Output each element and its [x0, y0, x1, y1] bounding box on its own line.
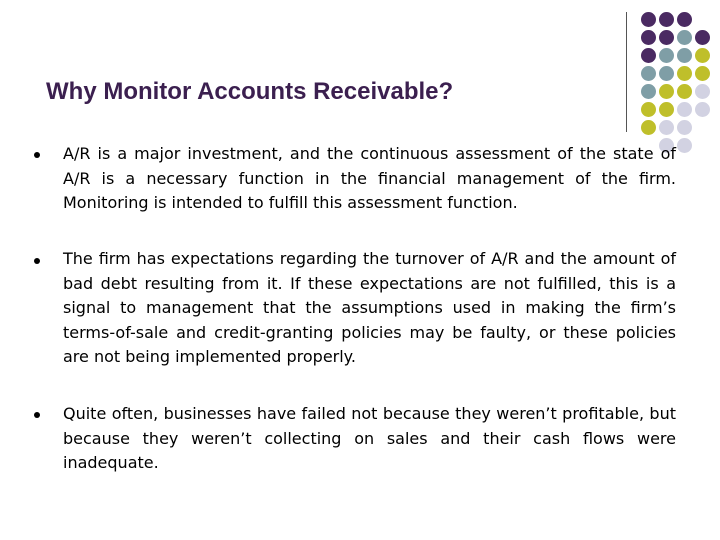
decorative-dot [641, 48, 656, 63]
decorative-dot [659, 48, 674, 63]
bullet-marker-1 [34, 152, 40, 158]
bullet-item-1: A/R is a major investment, and the continuous assessment of the state of A/R is a necessary function in the financial management of the firm. Monitoring is intended to fulfill this assessment function. [63, 144, 676, 212]
decorative-dot [641, 102, 656, 117]
bullet-marker-3 [34, 412, 40, 418]
decorative-dot [677, 30, 692, 45]
decorative-dot [659, 102, 674, 117]
decorative-dot [677, 12, 692, 27]
decorative-dot [677, 84, 692, 99]
decorative-dot [659, 66, 674, 81]
decorative-dot [659, 30, 674, 45]
decorative-dot [695, 84, 710, 99]
decorative-dot [695, 30, 710, 45]
bullet-marker-2 [34, 258, 40, 264]
decorative-dot [641, 120, 656, 135]
slide-title: Why Monitor Accounts Receivable? [46, 78, 454, 105]
decorative-dot [659, 84, 674, 99]
decorative-dot [641, 30, 656, 45]
decorative-dot [695, 102, 710, 117]
decorative-dot [677, 138, 692, 153]
decorative-dot [677, 48, 692, 63]
decorative-dot [677, 66, 692, 81]
decorative-dot [695, 48, 710, 63]
decorative-dot [677, 102, 692, 117]
decorative-dot [677, 120, 692, 135]
decorative-dot [695, 66, 710, 81]
decorative-dot [659, 12, 674, 27]
decorative-dot-grid [0, 0, 720, 150]
decorative-dot [659, 120, 674, 135]
decorative-dot [641, 84, 656, 99]
bullet-item-3: Quite often, businesses have failed not because they weren’t profitable, but because they weren’t collecting on sales and their cash flows were inadequate. [63, 404, 676, 472]
decorative-dot [641, 66, 656, 81]
decorative-dot [641, 12, 656, 27]
bullet-item-2: The firm has expectations regarding the turnover of A/R and the amount of bad debt resulting from it. If these expectations are not fulfilled, this is a signal to management that the assumptions used in making the firm’s terms-of-sale and credit-granting policies may be faulty, or these policies are not being implemented properly. [63, 249, 676, 366]
